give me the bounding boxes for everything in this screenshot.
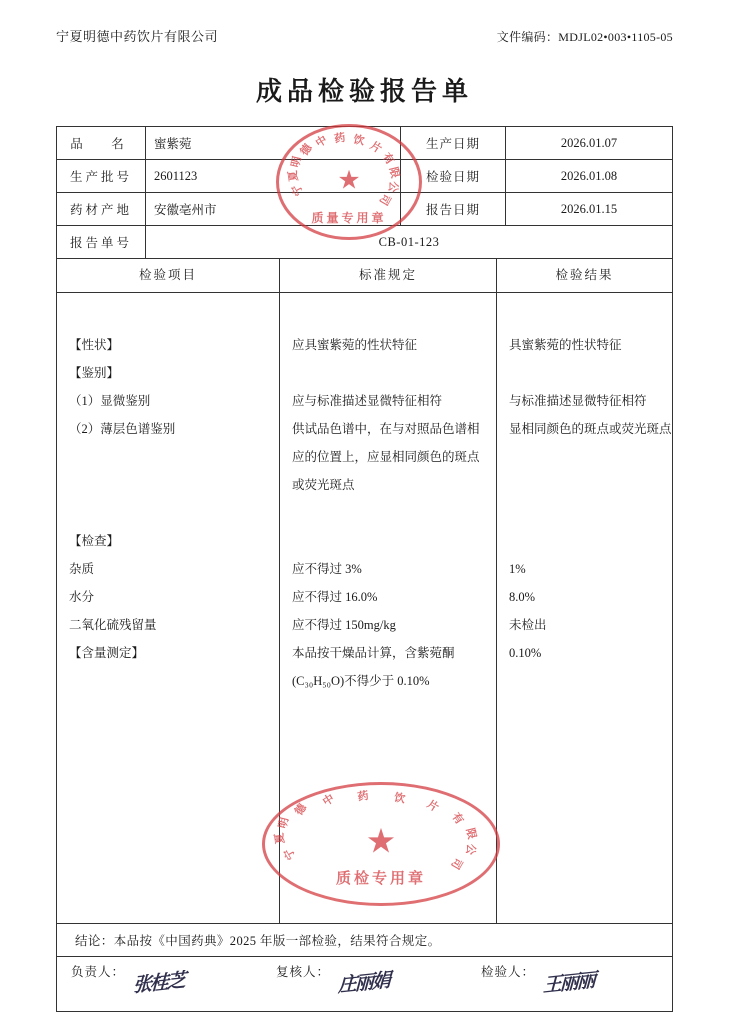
report-no-label: 报告单号 bbox=[57, 226, 146, 259]
column-header-item: 检验项目 bbox=[57, 259, 280, 293]
result-standard: 本品按干燥品计算，含紫菀酮 bbox=[292, 646, 455, 660]
result-value: 具蜜紫菀的性状特征 bbox=[509, 338, 622, 352]
result-standard: 应与标准描述显微特征相符 bbox=[292, 394, 443, 408]
result-item: （1）显微鉴别 bbox=[69, 394, 151, 408]
signature-name: 张桂芝 bbox=[132, 970, 185, 997]
result-standard: 应具蜜紫菀的性状特征 bbox=[292, 338, 418, 352]
result-value: 1% bbox=[509, 562, 526, 576]
stamp-ring-text: 宁 夏 明 德 中 药 饮 片 有 限 公 司 bbox=[287, 131, 402, 208]
result-item: （2）薄层色谱鉴别 bbox=[69, 422, 176, 436]
result-item: 水分 bbox=[69, 590, 95, 604]
table-row bbox=[57, 226, 673, 259]
table-row bbox=[57, 160, 673, 193]
signature-reviewer bbox=[262, 957, 467, 1011]
result-standard: 应不得过 3% bbox=[292, 562, 362, 576]
inspect-date-value: 2026.01.08 bbox=[506, 160, 673, 193]
column-header-result: 检验结果 bbox=[497, 259, 673, 293]
column-header-standard: 标准规定 bbox=[280, 259, 497, 293]
result-standard: 或荧光斑点 bbox=[292, 478, 355, 492]
signature-name: 庄丽娟 bbox=[337, 970, 390, 997]
conclusion-text: 结论：本品按《中国药典》2025 年版一部检验，结果符合规定。 bbox=[56, 924, 673, 957]
page-title: 成品检验报告单 bbox=[255, 77, 473, 106]
stamp-bottom-text: 质检专用章 bbox=[335, 870, 426, 887]
results-table bbox=[56, 258, 673, 924]
document-code-value: MDJL02•003•1105-05 bbox=[558, 30, 673, 44]
stamp-star-icon: ★ bbox=[337, 165, 361, 195]
report-date-value: 2026.01.15 bbox=[506, 193, 673, 226]
result-value: 显相同颜色的斑点或荧光斑点 bbox=[509, 422, 672, 436]
table-row bbox=[57, 193, 673, 226]
table-row bbox=[57, 127, 673, 160]
results-result-column bbox=[497, 293, 673, 924]
signature-responsible bbox=[57, 957, 262, 1011]
signature-label: 检验人： bbox=[481, 965, 536, 979]
result-item: 【检查】 bbox=[69, 534, 120, 548]
results-item-column bbox=[57, 293, 280, 924]
batch-value: 2601123 bbox=[146, 160, 401, 193]
origin-value: 安徽亳州市 bbox=[146, 193, 401, 226]
result-item: 【鉴别】 bbox=[69, 366, 120, 380]
result-value: 0.10% bbox=[509, 646, 542, 660]
production-date-value: 2026.01.07 bbox=[506, 127, 673, 160]
result-value: 未检出 bbox=[509, 618, 547, 632]
result-standard: 应不得过 16.0% bbox=[292, 590, 378, 604]
signature-label: 负责人： bbox=[71, 965, 126, 979]
info-table bbox=[56, 126, 673, 259]
result-item: 杂质 bbox=[69, 562, 95, 576]
production-date-label: 生产日期 bbox=[401, 127, 506, 160]
result-item: 【性状】 bbox=[69, 338, 120, 352]
results-body-row bbox=[57, 293, 673, 924]
result-standard: 供试品色谱中，在与对照品色谱相 bbox=[292, 422, 480, 436]
result-standard: 应不得过 150mg/kg bbox=[292, 618, 396, 632]
origin-label: 药材产地 bbox=[57, 193, 146, 226]
results-header-row bbox=[57, 259, 673, 293]
product-name-value: 蜜紫菀 bbox=[146, 127, 401, 160]
batch-label: 生产批号 bbox=[57, 160, 146, 193]
document-header bbox=[56, 26, 673, 45]
report-no-value: CB-01-123 bbox=[146, 226, 673, 259]
company-name: 宁夏明德中药饮片有限公司 bbox=[56, 29, 219, 44]
inspect-date-label: 检验日期 bbox=[401, 160, 506, 193]
report-date-label: 报告日期 bbox=[401, 193, 506, 226]
stamp-bottom-text: 质量专用章 bbox=[311, 211, 387, 225]
signature-row bbox=[56, 957, 673, 1012]
document-code bbox=[497, 28, 673, 45]
result-value: 与标准描述显微特征相符 bbox=[509, 394, 647, 408]
signature-name: 王丽丽 bbox=[542, 970, 595, 997]
result-standard: 应的位置上，应显相同颜色的斑点 bbox=[292, 450, 480, 464]
signature-inspector bbox=[467, 957, 672, 1011]
stamp-ring-text: 宁 夏 明 德 中 药 饮 片 有 限 公 司 bbox=[273, 789, 478, 872]
result-standard: (C₃₀H₅₀O)不得少于 0.10% bbox=[292, 674, 430, 688]
result-item: 二氧化硫残留量 bbox=[69, 618, 157, 632]
stamp-star-icon: ★ bbox=[365, 823, 397, 861]
result-item: 【含量测定】 bbox=[69, 646, 145, 660]
document-code-label: 文件编码： bbox=[496, 30, 559, 44]
results-standard-column bbox=[280, 293, 497, 924]
product-name-label: 品 名 bbox=[57, 127, 146, 160]
result-value: 8.0% bbox=[509, 590, 536, 604]
signature-label: 复核人： bbox=[276, 965, 331, 979]
